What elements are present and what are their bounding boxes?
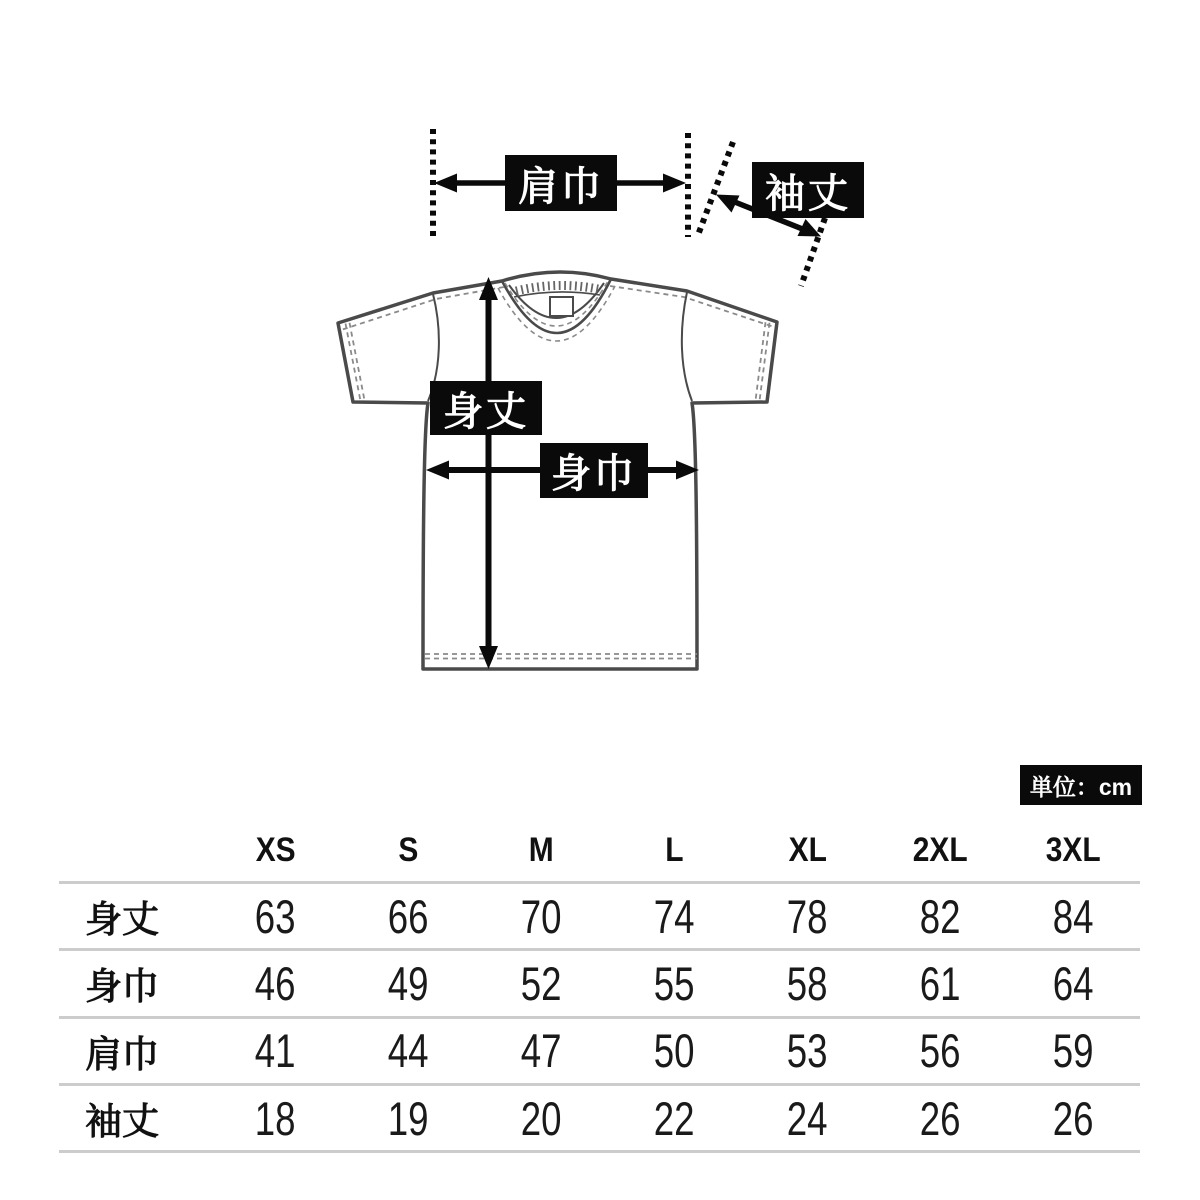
value-cell: 84 [1053,889,1094,943]
table-row-sleeve-length [59,1083,1140,1153]
table-row-shoulder-width [59,1016,1140,1083]
value-cell: 74 [654,889,695,943]
unit-badge: 単位：cm [1020,765,1142,805]
value-cell: 26 [920,1091,961,1145]
value-cell: 18 [255,1091,296,1145]
value-cell: 52 [521,956,562,1010]
table-row-body-length [59,881,1140,948]
size-col-2xl: 2XL [913,830,968,869]
value-cell: 50 [654,1024,695,1078]
row-label: 肩巾 [85,1033,159,1075]
value-cell: 22 [654,1091,695,1145]
value-cell: 44 [388,1024,429,1078]
value-cell: 47 [521,1024,562,1078]
value-cell: 63 [255,889,296,943]
value-cell: 66 [388,889,429,943]
size-table [59,819,1140,1153]
table-row-body-width [59,948,1140,1015]
label-sleeve-length: 袖丈 [752,162,864,218]
value-cell: 56 [920,1024,961,1078]
value-cell: 24 [787,1091,828,1145]
row-label: 袖丈 [85,1101,159,1143]
value-cell: 20 [521,1091,562,1145]
value-cell: 64 [1053,956,1094,1010]
size-col-m: M [529,830,554,869]
value-cell: 61 [920,956,961,1010]
size-col-s: S [398,830,419,869]
value-cell: 78 [787,889,828,943]
row-label: 身巾 [85,966,159,1008]
value-cell: 19 [388,1091,429,1145]
row-label: 身丈 [85,899,159,941]
value-cell: 46 [255,956,296,1010]
label-shoulder-width: 肩巾 [505,155,617,211]
value-cell: 53 [787,1024,828,1078]
label-body-length: 身丈 [430,381,542,435]
value-cell: 58 [787,956,828,1010]
neck-tag [550,297,573,316]
sleeve-guide-top [698,142,733,235]
value-cell: 59 [1053,1024,1094,1078]
size-col-xs: XS [255,830,296,869]
size-col-l: L [665,830,684,869]
value-cell: 49 [388,956,429,1010]
value-cell: 26 [1053,1091,1094,1145]
value-cell: 70 [521,889,562,943]
size-col-xl: XL [788,830,827,869]
value-cell: 55 [654,956,695,1010]
label-body-width: 身巾 [540,443,648,498]
size-table-header-row [59,819,1140,881]
value-cell: 82 [920,889,961,943]
size-col-3xl: 3XL [1046,830,1101,869]
value-cell: 41 [255,1024,296,1078]
